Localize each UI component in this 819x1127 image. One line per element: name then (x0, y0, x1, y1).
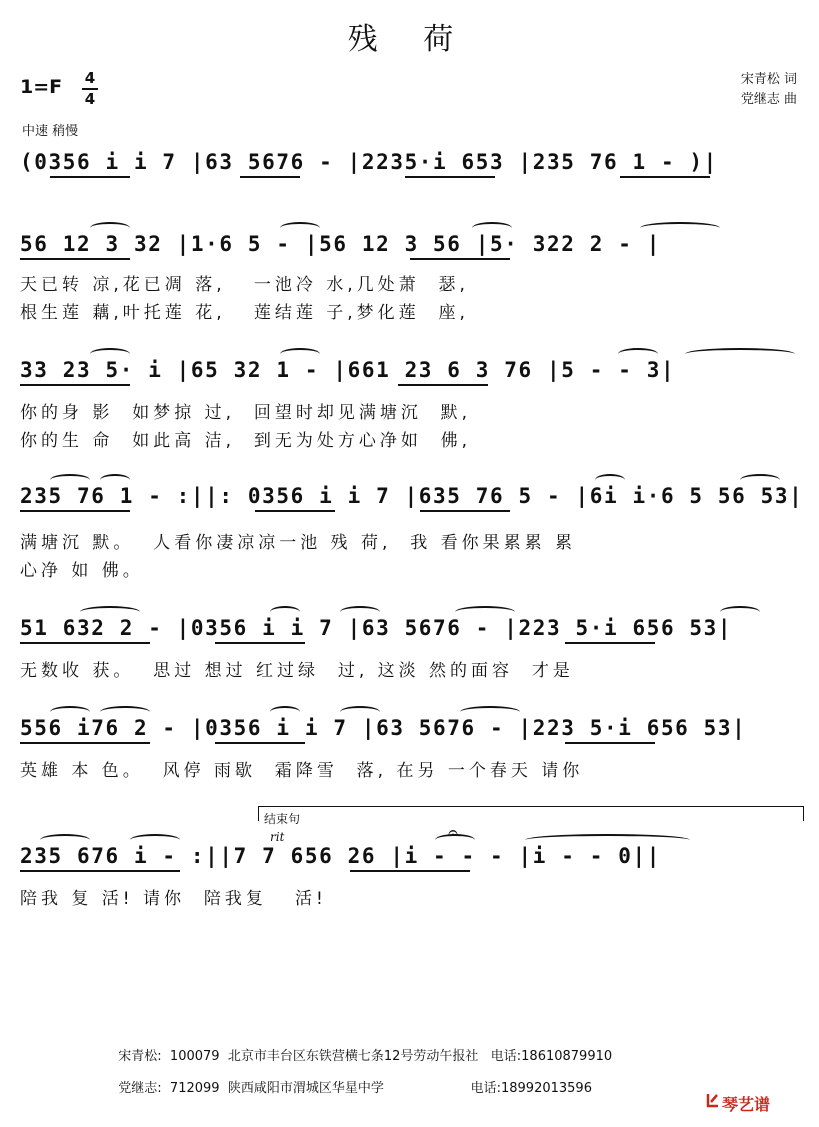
brand-logo-icon (706, 1092, 720, 1108)
staff-notes: 556 i76 2 - |0356 i i 7 |63 5676 - |223 5·i 656 53| (20, 716, 747, 740)
beam (215, 642, 305, 644)
meter-top: 4 (84, 69, 96, 87)
lyric-verse-2: 心净 如 佛。 (20, 561, 144, 581)
beam (420, 510, 510, 512)
brand-logo: 琴艺谱 (722, 1095, 771, 1114)
slur (640, 222, 720, 234)
lyric-verse-1: 满塘沉 默。 人看你凄凉凉一池 残 荷, 我 看你果累累 累 (20, 533, 577, 553)
staff-3 (20, 354, 802, 386)
slur (720, 606, 760, 618)
beam (398, 384, 488, 386)
credits (741, 70, 797, 110)
slur (50, 474, 90, 486)
staff-notes: 33 23 5· i |65 32 1 - |661 23 6 3 76 |5 - - 3| (20, 358, 676, 382)
beam (20, 870, 180, 872)
beam (350, 870, 470, 872)
staff-notes: 51 632 2 - |0356 i i 7 |63 5676 - |223 5·i 656 53| (20, 616, 733, 640)
beam (50, 176, 130, 178)
lyric-verse-2: 根生莲 藕,叶托莲 花, 莲结莲 子,梦化莲 座, (20, 303, 469, 323)
slur (80, 606, 140, 618)
slur (685, 348, 795, 360)
beam (20, 642, 150, 644)
song-title: 残 荷 (347, 22, 472, 57)
slur (90, 222, 130, 234)
lyric-line: 无数收 获。 思过 想过 红过绿 过, 这淡 然的面容 才是 (20, 661, 574, 681)
slur (595, 474, 625, 486)
beam (410, 258, 510, 260)
slur (270, 706, 300, 718)
slur (740, 474, 780, 486)
time-signature (82, 70, 98, 108)
staff-5 (20, 612, 802, 644)
staff-7 (20, 840, 802, 872)
slur (340, 706, 380, 718)
ending-bracket (258, 806, 804, 821)
staff-4 (20, 480, 802, 512)
slur (280, 348, 320, 360)
contact-phone: 电话:18992013596 (470, 1081, 592, 1096)
slur (618, 348, 658, 360)
contact-address: 712099 陕西咸阳市渭城区华星中学 (169, 1081, 384, 1096)
slur (270, 606, 300, 618)
slur (50, 706, 90, 718)
beam (255, 510, 335, 512)
lyric-verse-1: 天已转 凉,花已凋 落, 一池冷 水,几处萧 瑟, (20, 275, 469, 295)
slur (40, 834, 90, 846)
contact-address: 100079 北京市丰台区东铁营横七条12号劳动午报社 (169, 1049, 479, 1064)
meter-bottom: 4 (84, 90, 96, 108)
beam (20, 384, 130, 386)
slur (100, 474, 130, 486)
footer-contact-1 (110, 1030, 612, 1064)
lyric-line: 陪我 复 活! 请你 陪我复 活! (20, 889, 327, 909)
beam (240, 176, 300, 178)
slur (340, 606, 380, 618)
slur (435, 834, 475, 846)
beam (405, 176, 495, 178)
slur (472, 222, 512, 234)
fermata-icon: 𝄐 (448, 822, 459, 843)
lyric-line: 英雄 本 色。 风停 雨歇 霜降雪 落, 在另 一个春天 请你 (20, 761, 584, 781)
staff-notes: (0356 i i 7 |63 5676 - |2235·i 653 |235 76 1 - )| (20, 150, 718, 174)
beam (620, 176, 710, 178)
beam (20, 742, 150, 744)
staff-notes: 235 76 1 - :||: 0356 i i 7 |635 76 5 - |6i i·6 5 56 53| (20, 484, 804, 508)
footer-contact-2 (110, 1062, 592, 1096)
staff-6 (20, 712, 802, 744)
beam (565, 742, 655, 744)
staff-2 (20, 228, 802, 260)
ritardando-marking: rit (270, 830, 285, 844)
slur (525, 834, 690, 846)
contact-phone: 电话:18610879910 (490, 1049, 613, 1064)
slur (460, 706, 520, 718)
staff-1 (20, 146, 802, 178)
beam (20, 258, 130, 260)
composer: 党继志 曲 (740, 92, 797, 107)
lyric-verse-2: 你的生 命 如此高 洁, 到无为处方心净如 佛, (20, 431, 472, 451)
key-signature: 1=F (20, 76, 63, 98)
slur (90, 348, 130, 360)
ending-label: 结束句 (264, 812, 301, 826)
lyricist: 宋青松 词 (740, 72, 797, 87)
tempo-marking: 中速 稍慢 (22, 124, 79, 139)
staff-notes: 235 676 i - :||7 7 656 26 |i - - - |i - - 0|| (20, 844, 661, 868)
slur (130, 834, 180, 846)
contact-name: 宋青松: (118, 1049, 162, 1064)
slur (100, 706, 150, 718)
slur (280, 222, 320, 234)
beam (215, 742, 305, 744)
beam (20, 510, 130, 512)
contact-name: 党继志: (118, 1081, 162, 1096)
lyric-verse-1: 你的身 影 如梦掠 过, 回望时却见满塘沉 默, (20, 403, 472, 423)
slur (455, 606, 515, 618)
staff-notes: 56 12 3 32 |1·6 5 - |56 12 3 56 |5· 322 2 - | (20, 232, 661, 256)
beam (565, 642, 655, 644)
